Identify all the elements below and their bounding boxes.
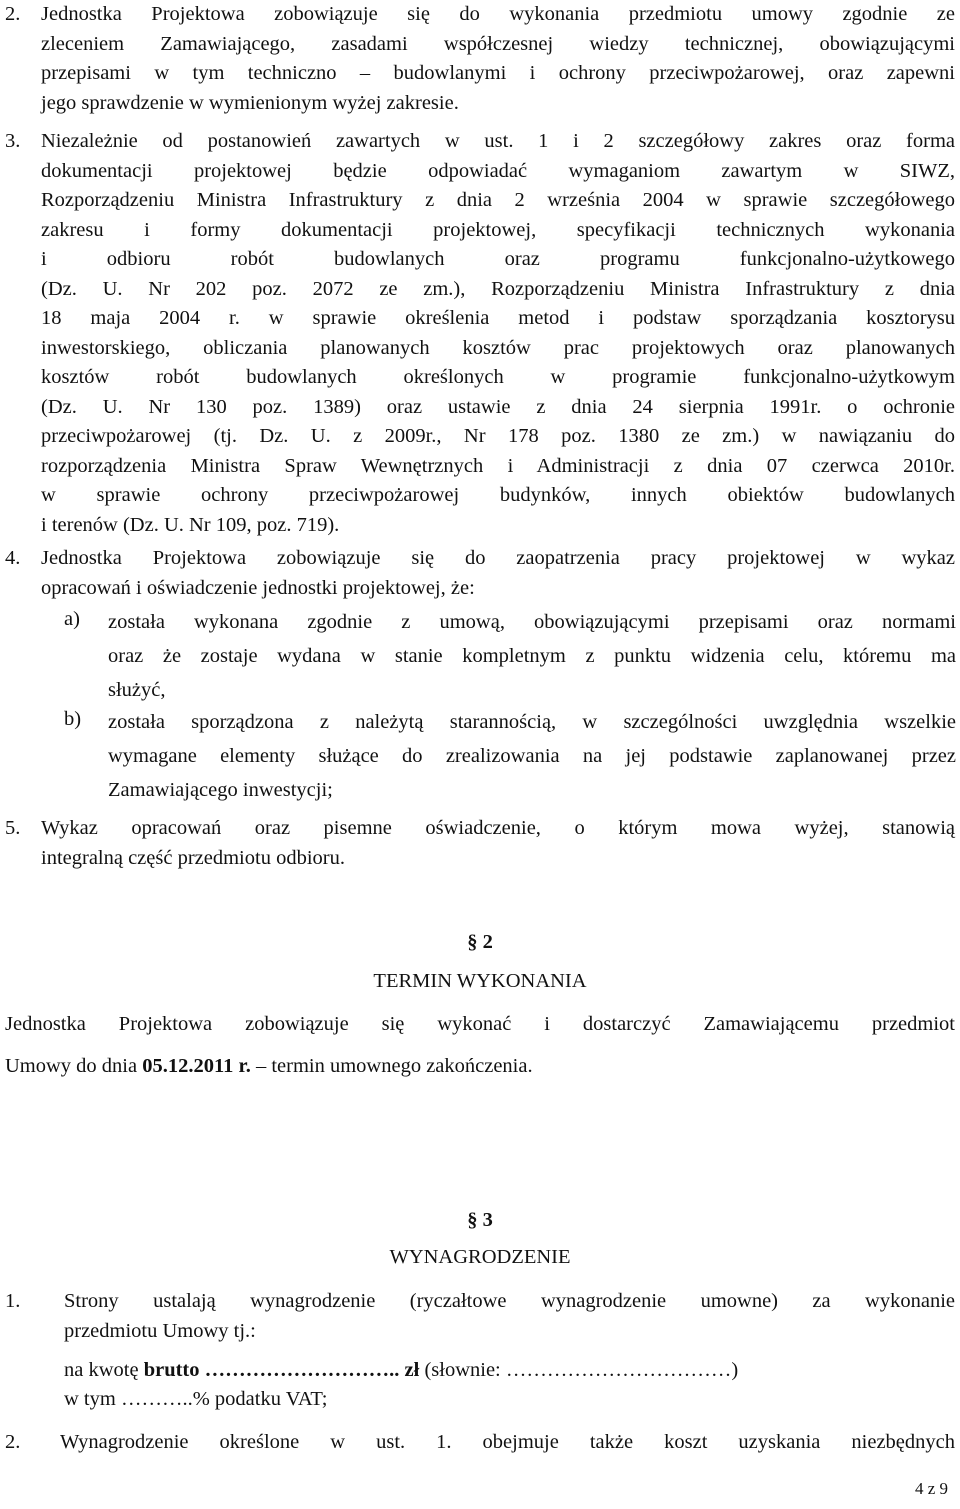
text-fragment: na kwotę [64, 1359, 144, 1381]
section-title: WYNAGRODZENIE [389, 1246, 571, 1268]
text-line: została wykonana zgodnie z umową, obowiązującymi przepisami oraz normami [108, 611, 956, 633]
text-line: Rozporządzeniu Ministra Infrastruktury z dnia 2 września 2004 w sprawie szczegółowego [41, 189, 955, 211]
text-line: (Dz. U. Nr 130 poz. 1389) oraz ustawie z dnia 24 sierpnia 1991r. o ochronie [41, 395, 955, 418]
page-number: 4 z 9 [914, 1479, 948, 1498]
text-fragment: (słownie: ……………………………) [419, 1359, 739, 1381]
text-line: Jednostka Projektowa zobowiązuje się do zaopatrzenia pracy projektowej w wykaz [41, 547, 955, 569]
text-fragment: Umowy do dnia [5, 1055, 143, 1077]
text-line: przeciwpożarowej (tj. Dz. U. z 2009r., Nr 178 poz. 1380 ze zm.) w nawiązaniu do [41, 425, 955, 447]
text-line: wymagane elementy służące do zrealizowania na jej podstawie zaplanowanej przez [108, 745, 956, 767]
text-line: Jednostka Projektowa zobowiązuje się do wykonania przedmiotu umowy zgodnie ze [41, 3, 955, 25]
text-line: zleceniem Zamawiającego, zasadami współczesnej wiedzy technicznej, obowiązującymi [41, 32, 955, 55]
subitem-a [108, 605, 956, 707]
amount-brutto: brutto ……………………….. zł [143, 1359, 420, 1381]
text-line: rozporządzenia Ministra Spraw Wewnętrznych i Administracji z dnia 07 czerwca 2010r. [41, 454, 955, 477]
text-line: i terenów (Dz. U. Nr 109, poz. 719). [41, 513, 340, 536]
text-line: i odbioru robót budowlanych oraz programu funkcjonalno-użytkowego [41, 248, 955, 270]
text-line: 18 maja 2004 r. w sprawie określenia metod i podstaw sporządzania kosztorysu [41, 307, 955, 329]
section-title: TERMIN WYKONANIA [373, 970, 587, 992]
paragraph-item-3 [41, 127, 955, 540]
amount-line [64, 1356, 955, 1386]
text-line: Wynagrodzenie określone w ust. 1. obejmuje także koszt uzyskania niezbędnych [60, 1431, 955, 1453]
text-line: kosztów robót budowlanych określonych w programie funkcjonalno-użytkowym [41, 366, 955, 388]
deadline-line [5, 1052, 955, 1082]
item-number: 1. [5, 1290, 21, 1312]
item-number: 2. [5, 1431, 21, 1453]
vat-line: w tym ………..% podatku VAT; [64, 1388, 328, 1410]
text-line: w sprawie ochrony przeciwpożarowej budynków, innych obiektów budowlanych [41, 484, 955, 506]
text-line: dokumentacji projektowej będzie odpowiadać wymaganiom zawartym w SIWZ, [41, 159, 955, 182]
item-number: 4. [5, 547, 21, 569]
text-line: przedmiotu Umowy tj.: [64, 1319, 256, 1342]
text-line: jego sprawdzenie w wymienionym wyżej zakresie. [41, 91, 459, 114]
paragraph-item-2 [41, 0, 955, 118]
text-line: Wykaz opracowań oraz pisemne oświadczenie, o którym mowa wyżej, stanowią [41, 817, 955, 839]
text-line: oraz że zostaje wydana w stanie kompletnym z punktu widzenia celu, któremu ma [108, 645, 956, 667]
subitem-b [108, 705, 956, 807]
text-line: integralną część przedmiotu odbioru. [41, 846, 345, 869]
text-line: (Dz. U. Nr 202 poz. 2072 ze zm.), Rozporządzeniu Ministra Infrastruktury z dnia [41, 277, 955, 300]
text-line: Jednostka Projektowa zobowiązuje się wykonać i dostarczyć Zamawiającemu przedmiot [5, 1013, 955, 1035]
text-line: Niezależnie od postanowień zawartych w ust. 1 i 2 szczegółowy zakres oraz forma [41, 130, 955, 152]
item-number: 2. [5, 3, 21, 25]
section-heading: § 3 [467, 1209, 493, 1231]
section-heading: § 2 [467, 931, 493, 953]
text-line: inwestorskiego, obliczania planowanych kosztów prac projektowych oraz planowanych [41, 336, 955, 359]
text-line: Zamawiającego inwestycji; [108, 779, 333, 801]
text-line: Strony ustalają wynagrodzenie (ryczałtowe wynagrodzenie umowne) za wykonanie [64, 1290, 955, 1312]
paragraph-remuneration-1 [64, 1287, 955, 1346]
text-line: przepisami w tym techniczno – budowlanymi i ochrony przeciwpożarowej, oraz zapewni [41, 62, 955, 84]
paragraph-item-4 [41, 544, 955, 603]
text-fragment: – termin umownego zakończenia. [250, 1055, 533, 1077]
deadline-date: 05.12.2011 r. [142, 1055, 251, 1077]
text-line: została sporządzona z należytą starannością, w szczególności uwzględnia wszelkie [108, 711, 956, 733]
subitem-label: b) [64, 708, 82, 730]
text-line: zakresu i formy dokumentacji projektowej, specyfikacji technicznych wykonania [41, 218, 955, 241]
text-line: opracowań i oświadczenie jednostki projektowej, że: [41, 576, 475, 599]
text-line: służyć, [108, 679, 166, 701]
paragraph-item-5 [41, 814, 955, 873]
subitem-label: a) [64, 608, 80, 630]
item-number: 5. [5, 817, 21, 839]
item-number: 3. [5, 130, 21, 152]
